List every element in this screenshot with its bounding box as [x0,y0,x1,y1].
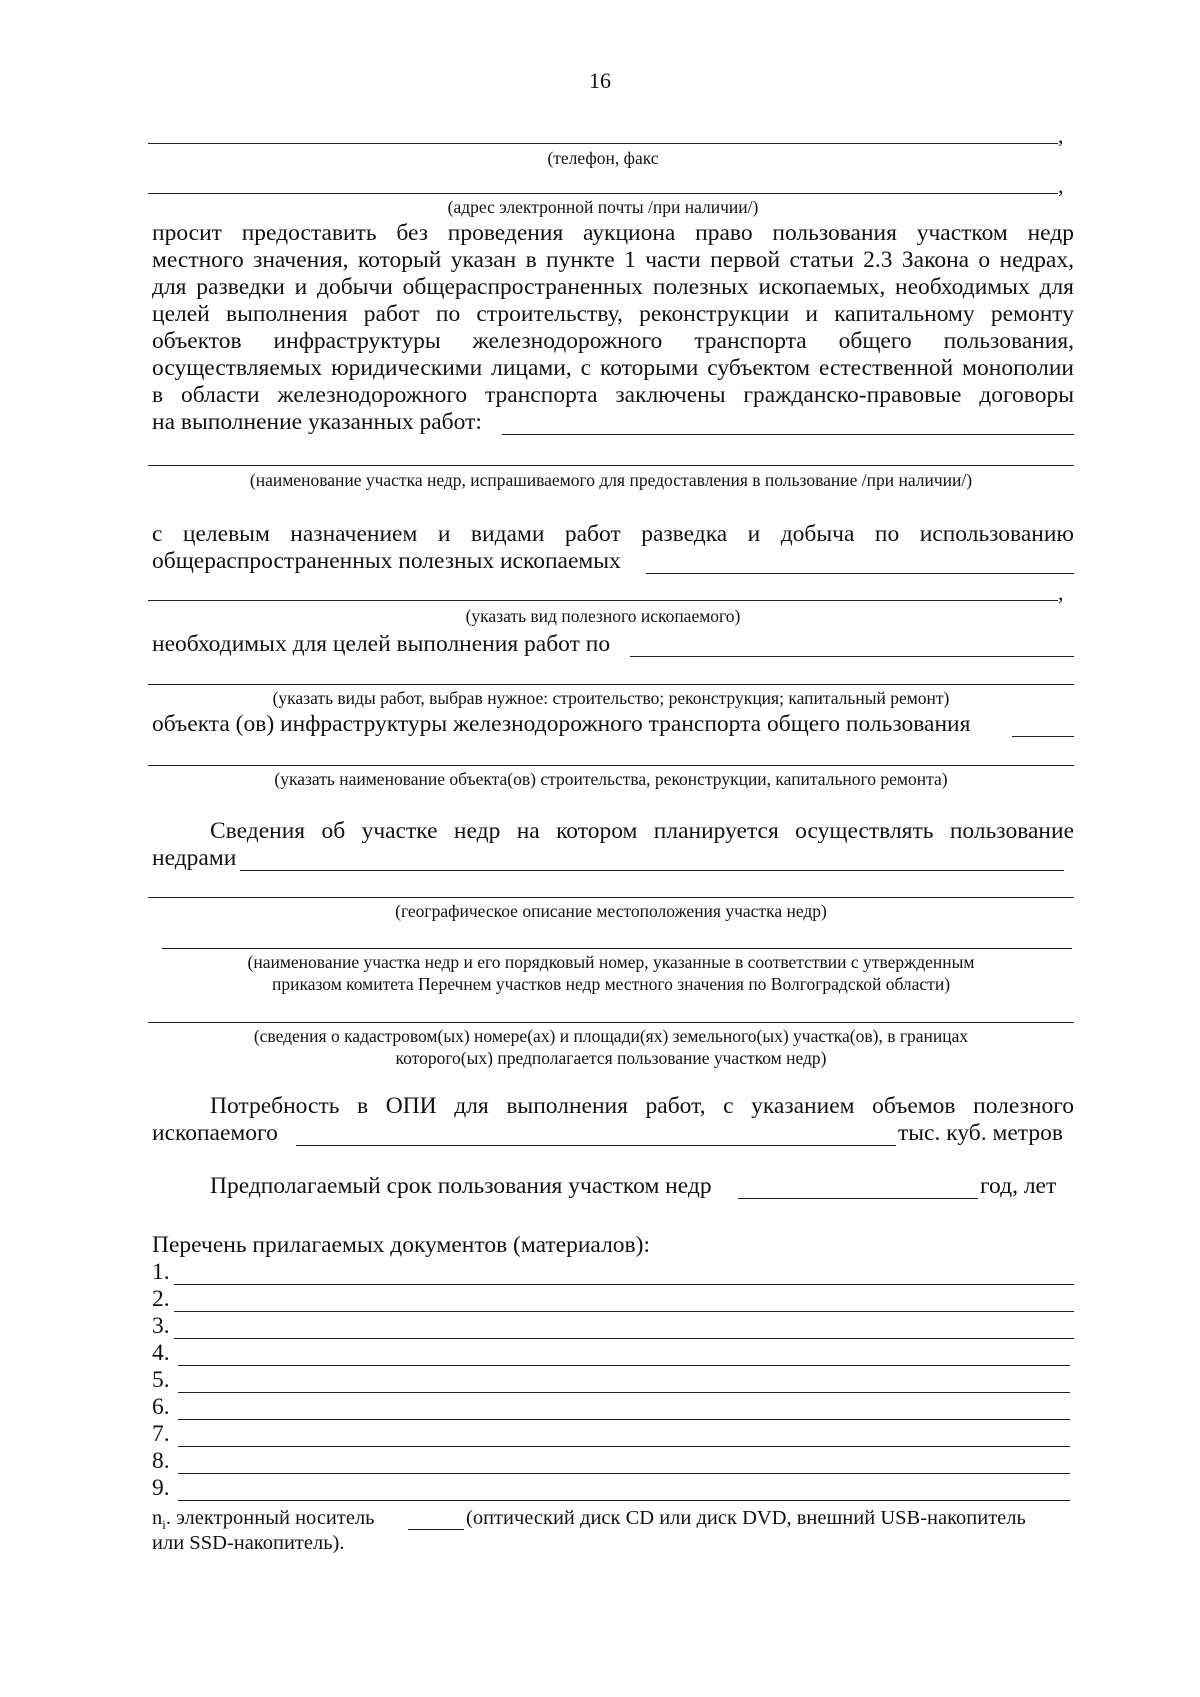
object-fill-line[interactable] [1012,736,1074,737]
object-name-line[interactable] [148,765,1074,766]
attachment-line[interactable] [174,1311,1074,1312]
attachment-number: 1. [152,1259,170,1285]
phone-fax-caption: (телефон, факс [547,148,659,168]
attachment-number: 9. [152,1475,170,1501]
item-subscript: i [162,1517,166,1533]
opi-volume-fill-line[interactable] [296,1145,896,1146]
paragraph-line: местного значения, который указан в пункте 1 части первой статьи 2.3 Закона о недрах, [152,247,1074,273]
attachment-number: 4. [152,1340,170,1366]
request-paragraph [152,220,1074,409]
opi-unit: тыс. куб. метров [898,1120,1063,1146]
opi-need-line: ископаемого [152,1120,278,1146]
attachment-line[interactable] [178,1365,1070,1366]
mineral-line[interactable] [148,600,1058,601]
attachments-title: Перечень прилагаемых документов (материалов): [152,1232,650,1258]
comma: , [1058,173,1064,198]
caption-line: (сведения о кадастровом(ых) номере(ах) и площади(ях) земельного(ых) участка(ов), в границах [253,1026,969,1046]
attachment-line[interactable] [178,1392,1070,1393]
caption-line: (наименование участка недр и его порядковый номер, указанные в соответствии с утвержденным [247,952,975,972]
email-caption: (адрес электронной почты /при наличии/) [447,197,759,217]
work-types-caption: (указать виды работ, выбрав нужное: строительство; реконструкция; капитальный ремонт) [272,688,950,708]
geo-description-line[interactable] [148,897,1074,898]
works-label: на выполнение указанных работ: [152,409,482,435]
term-unit: год, лет [980,1173,1057,1199]
attachment-number: 8. [152,1448,170,1474]
opi-need-line: Потребность в ОПИ для выполнения работ, с указанием объемов полезного [210,1093,1074,1119]
comma: , [1058,123,1064,148]
page-number: 16 [589,68,611,93]
paragraph-line: в области железнодорожного транспорта заключены гражданско-правовые договоры [152,382,1074,408]
purpose-fill-line[interactable] [646,573,1074,574]
email-line[interactable] [148,193,1058,194]
attachment-line[interactable] [178,1446,1070,1447]
attachment-number: 5. [152,1367,170,1393]
electronic-media-note: или SSD-накопитель). [152,1532,345,1554]
attachment-number: 6. [152,1394,170,1420]
paragraph-line: целей выполнения работ по строительству, реконструкции и капитальному ремонту [152,301,1074,327]
object-name-caption: (указать наименование объекта(ов) строительства, реконструкции, капитального ремонта) [274,769,948,789]
paragraph-line: осуществляемых юридическими лицами, с которыми субъектом естественной монополии [152,355,1074,381]
paragraph-line: объектов инфраструктуры железнодорожного транспорта общего пользования, [152,328,1074,354]
plot-name-line[interactable] [148,465,1074,466]
paragraph-line: для разведки и добычи общераспространенных полезных ископаемых, необходимых для [152,274,1074,300]
caption-line: приказом комитета Перечнем участков недр местного значения по Волгоградской области) [271,974,951,994]
mineral-caption: (указать вид полезного ископаемого) [465,606,741,626]
term-fill-line[interactable] [738,1198,978,1199]
needed-for-label: необходимых для целей выполнения работ по [152,631,611,657]
plot-number-caption [148,951,1074,995]
needed-for-fill-line[interactable] [630,656,1074,657]
paragraph-line: просит предоставить без проведения аукциона право пользования участком недр [152,220,1074,246]
plot-info-line: Сведения об участке недр на котором планируется осуществлять пользование [210,818,1074,844]
attachment-number: 7. [152,1421,170,1447]
phone-fax-line[interactable] [148,143,1058,144]
purpose-line: общераспространенных полезных ископаемых [152,548,621,574]
object-label: объекта (ов) инфраструктуры железнодорожного транспорта общего пользования [152,711,971,737]
attachment-line[interactable] [178,1500,1070,1501]
purpose-line: с целевым назначением и видами работ разведка и добыча по использованию [152,521,1074,547]
plot-name-caption: (наименование участка недр, испрашиваемого для предоставления в пользование /при наличии/) [249,470,973,490]
plot-info-line: недрами [152,845,237,871]
attachment-number: 3. [152,1313,170,1339]
attachment-line[interactable] [174,1284,1074,1285]
item-prefix: n [152,1507,163,1529]
electronic-media-fill-line[interactable] [408,1529,464,1530]
work-types-line[interactable] [148,684,1074,685]
cadastral-caption [148,1025,1074,1069]
comma: , [1058,580,1064,605]
electronic-media-label: . электронный носитель [165,1507,375,1529]
attachment-number: 2. [152,1286,170,1312]
plot-info-fill-line[interactable] [240,870,1064,871]
attachment-line[interactable] [178,1473,1070,1474]
plot-number-line[interactable] [162,948,1072,949]
geo-description-caption: (географическое описание местоположения участка недр) [395,901,827,921]
cadastral-line[interactable] [148,1022,1074,1023]
term-label: Предполагаемый срок пользования участком недр [210,1173,712,1199]
attachment-line[interactable] [178,1419,1070,1420]
attachment-line[interactable] [174,1338,1074,1339]
caption-line: которого(ых) предполагается пользование участком недр) [395,1048,827,1068]
works-fill-line[interactable] [502,434,1074,435]
electronic-media-note: (оптический диск CD или диск DVD, внешний USB-накопитель [466,1507,1026,1529]
